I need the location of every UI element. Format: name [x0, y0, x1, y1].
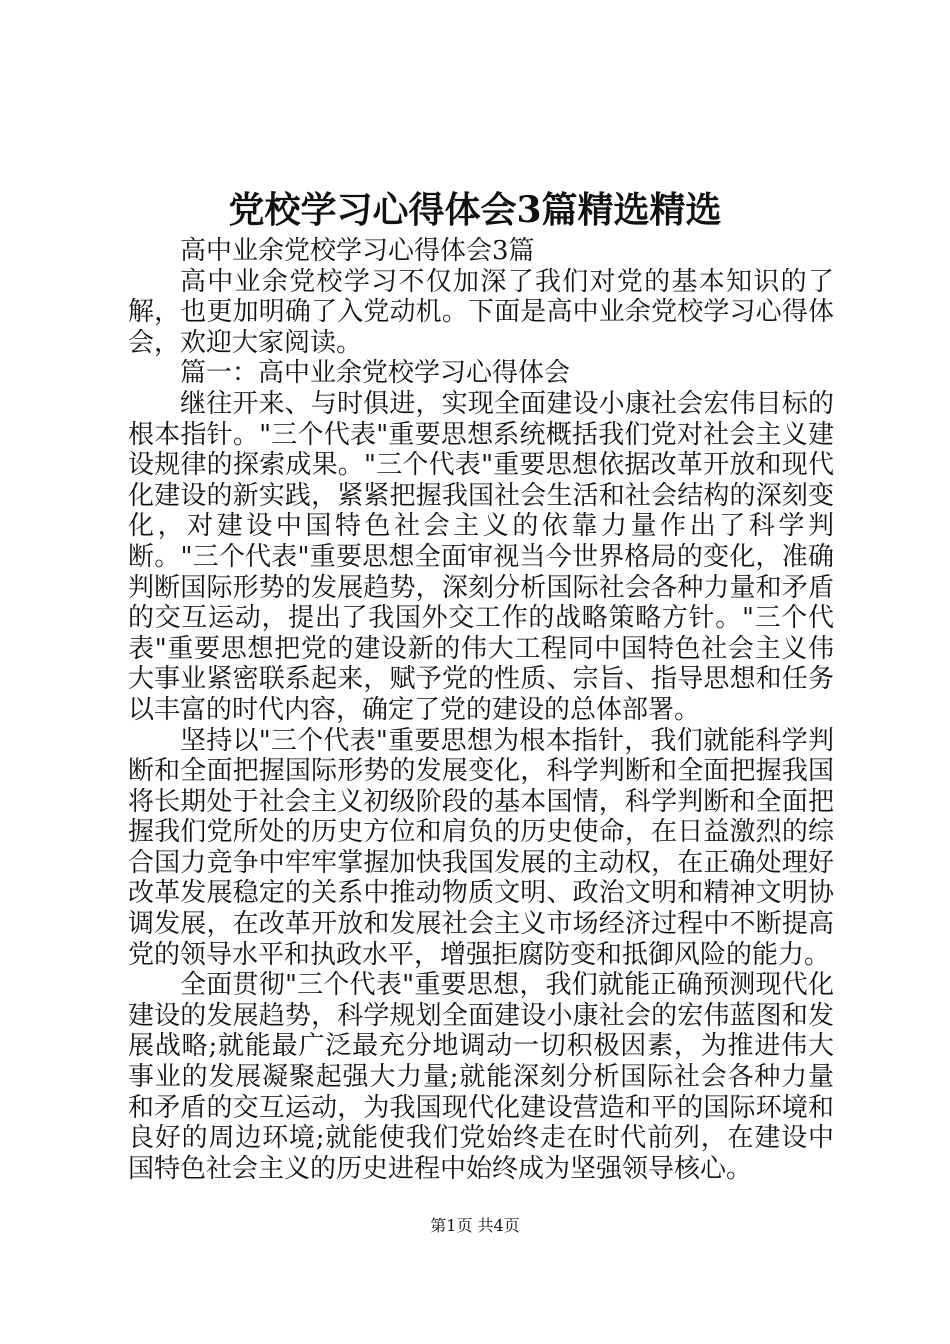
body-paragraph: 全面贯彻"三个代表"重要思想，我们就能正确预测现代化建设的发展趋势，科学规划全面建设小康社会的宏伟蓝图和发展战略;就能最广泛最充分地调动一切积极因素，为推进伟大事业的发展凝聚起强大力量;就能深刻分析国际社会各种力量和矛盾的交互运动，为我国现代化建设营造和平的国际环境和良好的周边环境;就能使我们党始终走在时代前列，在建设中国特色社会主义的历史进程中始终成为坚强领导核心。: [128, 970, 834, 1184]
document-title: 党校学习心得体会3篇精选精选: [228, 189, 722, 231]
intro-paragraph: 高中业余党校学习不仅加深了我们对党的基本知识的了解，也更加明确了入党动机。下面是高中业余党校学习心得体会，欢迎大家阅读。: [128, 266, 834, 358]
document-body: [128, 236, 834, 1184]
section-heading: 篇一：高中业余党校学习心得体会: [180, 358, 571, 389]
subtitle-paragraph: 高中业余党校学习心得体会3篇: [180, 236, 535, 266]
body-paragraph: 继往开来、与时俱进，实现全面建设小康社会宏伟目标的根本指针。"三个代表"重要思想系统概括我们党对社会主义建设规律的探索成果。"三个代表"重要思想依据改革开放和现代化建设的新实践，紧紧把握我国社会生活和社会结构的深刻变化，对建设中国特色社会主义的依靠力量作出了科学判断。"三个代表"重要思想全面审视当今世界格局的变化，准确判断国际形势的发展趋势，深刻分析国际社会各种力量和矛盾的交互运动，提出了我国外交工作的战略策略方针。"三个代表"重要思想把党的建设新的伟大工程同中国特色社会主义伟大事业紧密联系起来，赋予党的性质、宗旨、指导思想和任务以丰富的时代内容，确定了党的建设的总体部署。: [128, 388, 834, 725]
page-number-footer: 第1页 共4页: [430, 1216, 520, 1235]
body-paragraph: 坚持以"三个代表"重要思想为根本指针，我们就能科学判断和全面把握国际形势的发展变化，科学判断和全面把握我国将长期处于社会主义初级阶段的基本国情，科学判断和全面把握我们党所处的历史方位和肩负的历史使命，在日益激烈的综合国力竞争中牢牢掌握加快我国发展的主动权，在正确处理好改革发展稳定的关系中推动物质文明、政治文明和精神文明协调发展，在改革开放和发展社会主义市场经济过程中不断提高党的领导水平和执政水平，增强拒腐防变和抵御风险的能力。: [128, 725, 834, 970]
